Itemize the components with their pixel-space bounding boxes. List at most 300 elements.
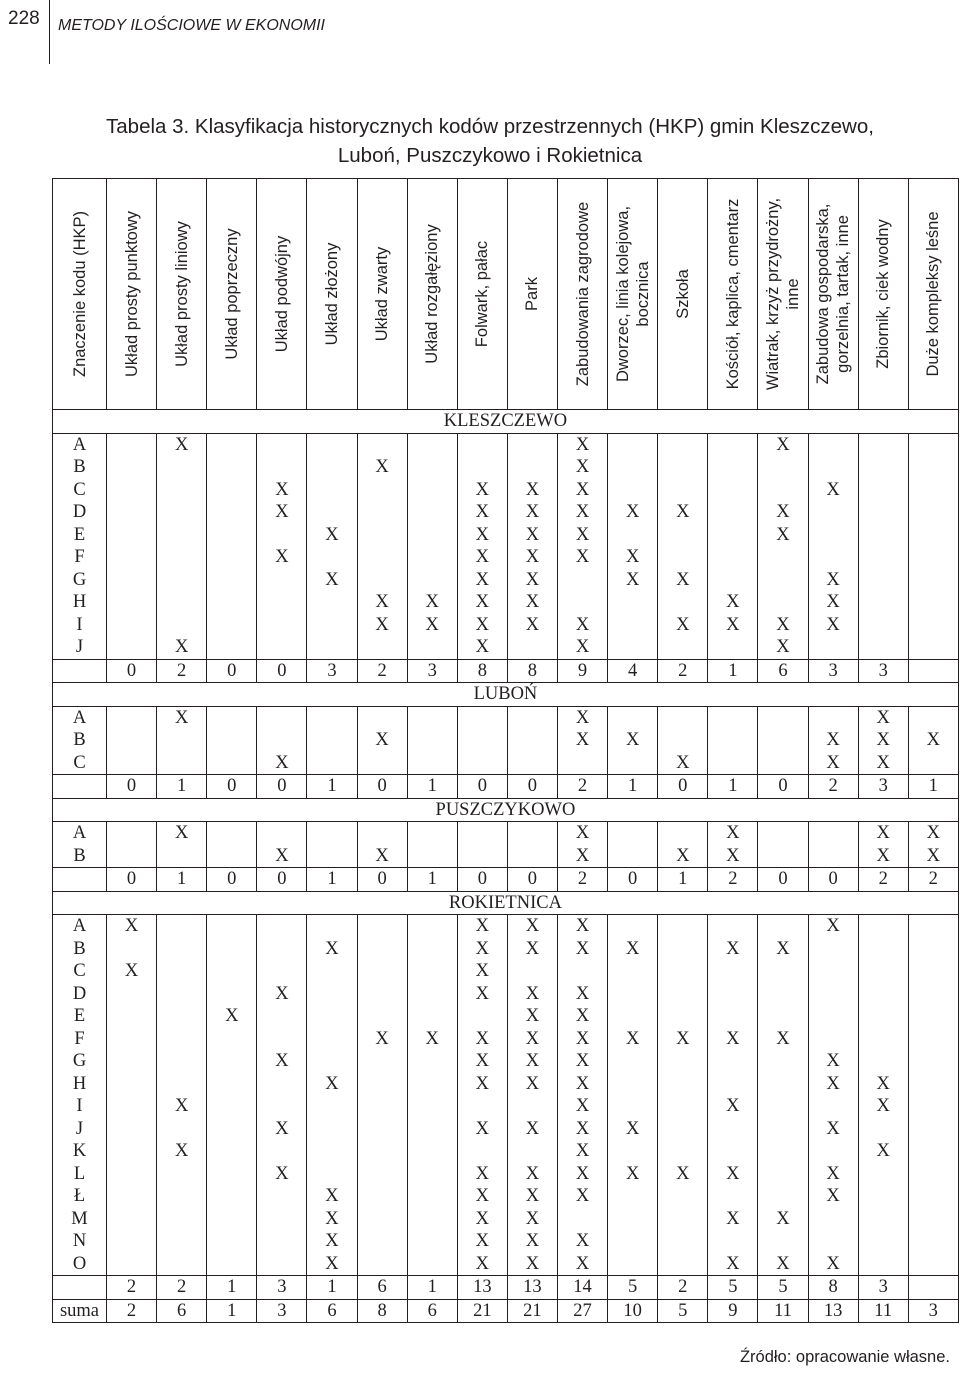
table-cell: X — [658, 569, 708, 592]
table-cell: X — [307, 569, 357, 592]
table-cell: 3 — [858, 1276, 908, 1300]
table-cell — [608, 706, 658, 729]
column-header-label: Zabudowa gospodarska, gorzelnia, tartak, inne — [814, 203, 853, 385]
table-cell: 1 — [708, 775, 758, 799]
table-cell: 5 — [708, 1276, 758, 1300]
row-code — [53, 659, 107, 683]
table-cell: X — [808, 1050, 858, 1073]
table-cell: X — [307, 1208, 357, 1231]
column-header — [257, 179, 307, 410]
table-cell: X — [608, 1118, 658, 1141]
table-cell — [157, 1185, 207, 1208]
table-row — [53, 822, 959, 845]
table-cell — [257, 1140, 307, 1163]
table-cell — [307, 479, 357, 502]
table-cell — [708, 546, 758, 569]
table-cell: X — [457, 1163, 507, 1186]
table-cell — [858, 1253, 908, 1276]
table-cell — [107, 1208, 157, 1231]
table-cell: X — [457, 960, 507, 983]
sum-cell: 27 — [557, 1299, 607, 1323]
row-code: A — [53, 706, 107, 729]
table-cell: X — [557, 1005, 607, 1028]
table-cell: X — [457, 938, 507, 961]
table-row — [53, 591, 959, 614]
table-cell — [407, 960, 457, 983]
table-cell: X — [457, 546, 507, 569]
table-cell: X — [758, 1208, 808, 1231]
table-cell — [808, 960, 858, 983]
table-cell — [658, 1140, 708, 1163]
table-cell — [407, 938, 457, 961]
table-cell — [307, 614, 357, 637]
section-title: ROKIETNICA — [53, 891, 959, 915]
table-cell — [608, 1005, 658, 1028]
table-cell: 5 — [758, 1276, 808, 1300]
table-cell — [808, 1005, 858, 1028]
table-cell — [858, 983, 908, 1006]
table-cell — [157, 1073, 207, 1096]
table-cell: X — [808, 915, 858, 938]
table-cell — [107, 1163, 157, 1186]
table-cell: X — [557, 729, 607, 752]
table-cell: X — [407, 614, 457, 637]
table-cell: X — [357, 614, 407, 637]
table-cell — [107, 1005, 157, 1028]
column-header — [307, 179, 357, 410]
column-header — [107, 179, 157, 410]
table-cell: X — [858, 1095, 908, 1118]
table-cell: 2 — [658, 1276, 708, 1300]
table-cell — [357, 1118, 407, 1141]
row-code: C — [53, 752, 107, 775]
table-cell: 3 — [858, 775, 908, 799]
table-cell — [758, 1185, 808, 1208]
table-cell — [357, 1185, 407, 1208]
sum-cell: 3 — [257, 1299, 307, 1323]
table-cell — [658, 1208, 708, 1231]
table-cell: X — [608, 1163, 658, 1186]
table-cell — [207, 591, 257, 614]
table-cell: 0 — [457, 868, 507, 892]
table-cell — [207, 938, 257, 961]
table-cell — [207, 546, 257, 569]
table-cell — [457, 1095, 507, 1118]
table-cell: X — [608, 729, 658, 752]
row-code — [53, 1276, 107, 1300]
table-cell — [708, 501, 758, 524]
table-cell: X — [457, 1208, 507, 1231]
table-cell: 2 — [858, 868, 908, 892]
table-cell — [207, 433, 257, 456]
table-cell — [708, 960, 758, 983]
table-cell — [407, 636, 457, 659]
running-head: METODY ILOŚCIOWE W EKONOMII — [58, 17, 325, 34]
column-header-label: Dworzec, linia kolejowa, bocznica — [613, 205, 652, 383]
table-cell — [157, 845, 207, 868]
table-cell — [207, 1118, 257, 1141]
table-cell: X — [407, 1028, 457, 1051]
table-cell: X — [457, 1230, 507, 1253]
table-cell: 0 — [107, 868, 157, 892]
table-cell: X — [708, 1028, 758, 1051]
table-cell — [207, 636, 257, 659]
table-cell — [758, 456, 808, 479]
table-cell — [157, 1028, 207, 1051]
table-cell — [858, 1005, 908, 1028]
table-cell — [658, 915, 708, 938]
table-cell: X — [557, 983, 607, 1006]
table-cell: 0 — [257, 868, 307, 892]
table-cell: X — [858, 706, 908, 729]
table-cell — [608, 1140, 658, 1163]
sum-cell: 10 — [608, 1299, 658, 1323]
table-cell: X — [507, 938, 557, 961]
table-row — [53, 706, 959, 729]
table-cell — [858, 1208, 908, 1231]
table-cell — [808, 1095, 858, 1118]
table-cell — [608, 752, 658, 775]
table-cell: 0 — [257, 659, 307, 683]
table-cell — [808, 636, 858, 659]
row-code: D — [53, 501, 107, 524]
table-cell — [207, 960, 257, 983]
table-cell — [357, 1208, 407, 1231]
table-cell — [307, 1005, 357, 1028]
table-cell: X — [457, 1028, 507, 1051]
table-cell — [257, 960, 307, 983]
table-cell — [207, 569, 257, 592]
table-cell: X — [557, 1253, 607, 1276]
table-cell — [758, 1230, 808, 1253]
table-cell: X — [257, 752, 307, 775]
table-cell: 0 — [758, 868, 808, 892]
table-cell: 2 — [157, 659, 207, 683]
row-code: C — [53, 960, 107, 983]
table-cell: X — [457, 479, 507, 502]
table-cell — [407, 479, 457, 502]
row-code: H — [53, 591, 107, 614]
table-cell: 0 — [207, 659, 257, 683]
table-cell — [608, 845, 658, 868]
table-cell — [758, 546, 808, 569]
table-cell — [507, 822, 557, 845]
table-cell — [608, 1253, 658, 1276]
table-cell — [207, 1230, 257, 1253]
column-header-label: Układ rozgałęziony — [423, 224, 442, 364]
table-cell — [107, 983, 157, 1006]
table-cell: X — [758, 938, 808, 961]
table-cell — [808, 433, 858, 456]
table-cell — [257, 1185, 307, 1208]
table-cell — [708, 729, 758, 752]
table-cell — [107, 479, 157, 502]
table-cell: X — [557, 938, 607, 961]
table-cell: 4 — [608, 659, 658, 683]
table-cell: X — [808, 1073, 858, 1096]
table-cell — [107, 1095, 157, 1118]
table-cell — [157, 456, 207, 479]
table-cell — [407, 706, 457, 729]
table-cell — [908, 1163, 958, 1186]
table-cell — [257, 569, 307, 592]
table-cell — [207, 729, 257, 752]
table-cell — [708, 1073, 758, 1096]
table-row — [53, 938, 959, 961]
row-code: O — [53, 1253, 107, 1276]
table-cell — [107, 752, 157, 775]
table-cell — [608, 1095, 658, 1118]
table-cell: X — [507, 501, 557, 524]
table-cell: X — [307, 1185, 357, 1208]
table-cell: X — [457, 501, 507, 524]
table-cell — [407, 501, 457, 524]
table-cell — [207, 1073, 257, 1096]
sum-cell: 11 — [758, 1299, 808, 1323]
table-cell — [808, 983, 858, 1006]
table-cell — [557, 1208, 607, 1231]
table-cell: X — [157, 433, 207, 456]
table-cell — [357, 546, 407, 569]
table-caption — [60, 112, 920, 170]
sum-cell: 5 — [658, 1299, 708, 1323]
column-header — [858, 179, 908, 410]
table-cell: 14 — [557, 1276, 607, 1300]
table-cell — [708, 1005, 758, 1028]
table-cell — [107, 501, 157, 524]
table-cell — [908, 1005, 958, 1028]
table-cell — [608, 1050, 658, 1073]
table-cell — [858, 546, 908, 569]
table-cell — [658, 433, 708, 456]
table-cell: X — [658, 1163, 708, 1186]
table-cell: X — [157, 706, 207, 729]
row-code: F — [53, 1028, 107, 1051]
table-cell — [507, 845, 557, 868]
table-cell: X — [557, 822, 607, 845]
column-header-label: Układ prosty punktowy — [122, 211, 141, 377]
table-cell — [207, 479, 257, 502]
table-cell — [357, 524, 407, 547]
column-header — [808, 179, 858, 410]
section-header-row — [53, 891, 959, 915]
table-cell — [157, 1050, 207, 1073]
table-cell — [157, 960, 207, 983]
table-cell: X — [557, 614, 607, 637]
page-number: 228 — [8, 8, 40, 29]
table-cell: X — [557, 1163, 607, 1186]
table-cell: X — [457, 569, 507, 592]
column-header-label: Szkoła — [673, 269, 692, 319]
table-cell: 9 — [557, 659, 607, 683]
table-cell — [357, 983, 407, 1006]
table-cell — [758, 983, 808, 1006]
table-cell — [207, 1185, 257, 1208]
table-cell — [257, 938, 307, 961]
table-row — [53, 501, 959, 524]
table-cell: X — [808, 1118, 858, 1141]
table-cell — [107, 591, 157, 614]
table-cell — [608, 1185, 658, 1208]
table-cell: X — [107, 960, 157, 983]
table-cell: X — [808, 591, 858, 614]
table-cell — [908, 501, 958, 524]
table-cell — [658, 479, 708, 502]
table-cell — [858, 433, 908, 456]
table-cell — [658, 636, 708, 659]
table-cell: X — [257, 479, 307, 502]
column-header-label: Park — [523, 277, 542, 311]
table-row — [53, 1140, 959, 1163]
section-total-row — [53, 775, 959, 799]
table-cell — [407, 729, 457, 752]
table-cell — [257, 524, 307, 547]
table-cell — [608, 524, 658, 547]
table-row — [53, 524, 959, 547]
table-row — [53, 1253, 959, 1276]
table-cell — [407, 456, 457, 479]
table-cell: X — [808, 614, 858, 637]
table-cell — [107, 1073, 157, 1096]
table-cell — [307, 845, 357, 868]
table-cell — [457, 1005, 507, 1028]
table-cell — [307, 729, 357, 752]
table-cell: X — [557, 706, 607, 729]
table-cell — [207, 1095, 257, 1118]
table-cell — [357, 938, 407, 961]
section-title: KLESZCZEWO — [53, 410, 959, 434]
table-cell — [808, 1230, 858, 1253]
table-cell: X — [457, 915, 507, 938]
column-header — [708, 179, 758, 410]
table-cell — [658, 938, 708, 961]
table-cell — [457, 706, 507, 729]
table-cell — [107, 1230, 157, 1253]
column-header-label: Układ zwarty — [373, 246, 392, 342]
row-code: M — [53, 1208, 107, 1231]
column-header — [557, 179, 607, 410]
sum-cell: 13 — [808, 1299, 858, 1323]
table-cell — [307, 983, 357, 1006]
table-cell — [858, 1163, 908, 1186]
table-cell: X — [557, 1050, 607, 1073]
table-cell: X — [557, 1095, 607, 1118]
table-cell — [157, 1230, 207, 1253]
table-cell — [307, 1140, 357, 1163]
table-cell: X — [708, 938, 758, 961]
table-cell: X — [758, 1253, 808, 1276]
table-row — [53, 1050, 959, 1073]
table-cell — [658, 1253, 708, 1276]
table-cell: 1 — [658, 868, 708, 892]
table-cell — [858, 569, 908, 592]
table-cell: X — [257, 1050, 307, 1073]
table-cell — [858, 938, 908, 961]
table-cell — [257, 591, 307, 614]
table-cell: X — [658, 1028, 708, 1051]
table-cell — [608, 822, 658, 845]
table-cell — [257, 706, 307, 729]
table-cell: X — [157, 636, 207, 659]
table-cell — [157, 938, 207, 961]
table-cell — [858, 1185, 908, 1208]
table-cell: X — [557, 546, 607, 569]
table-cell — [708, 1118, 758, 1141]
column-header-label: Układ poprzeczny — [222, 228, 241, 360]
table-cell — [608, 614, 658, 637]
table-cell: X — [557, 433, 607, 456]
table-cell: 0 — [257, 775, 307, 799]
table-cell — [908, 1140, 958, 1163]
table-cell: X — [507, 1253, 557, 1276]
row-code: E — [53, 1005, 107, 1028]
table-cell: 0 — [658, 775, 708, 799]
table-cell: X — [808, 1253, 858, 1276]
table-cell — [407, 752, 457, 775]
table-cell — [307, 1095, 357, 1118]
table-cell: X — [457, 1050, 507, 1073]
table-cell — [708, 433, 758, 456]
table-cell — [808, 501, 858, 524]
table-cell — [908, 636, 958, 659]
table-cell — [107, 546, 157, 569]
table-cell — [107, 1028, 157, 1051]
table-cell — [107, 636, 157, 659]
table-cell: 1 — [157, 868, 207, 892]
row-code: C — [53, 479, 107, 502]
table-cell: X — [257, 501, 307, 524]
table-cell — [107, 1253, 157, 1276]
table-cell — [157, 752, 207, 775]
table-cell: X — [157, 822, 207, 845]
table-cell — [207, 1253, 257, 1276]
table-cell — [908, 546, 958, 569]
table-cell — [507, 636, 557, 659]
table-cell: X — [107, 915, 157, 938]
table-cell — [608, 1208, 658, 1231]
table-cell: X — [507, 591, 557, 614]
table-cell — [708, 479, 758, 502]
table-cell: X — [858, 752, 908, 775]
row-code: A — [53, 433, 107, 456]
section-total-row — [53, 659, 959, 683]
row-code: A — [53, 822, 107, 845]
sum-cell: 8 — [357, 1299, 407, 1323]
row-code: G — [53, 1050, 107, 1073]
table-cell — [257, 1230, 307, 1253]
table-cell: X — [708, 1095, 758, 1118]
column-header-label: Kościół, kaplica, cmentarz — [723, 198, 742, 390]
table-cell — [357, 1230, 407, 1253]
table-cell — [407, 822, 457, 845]
table-row — [53, 915, 959, 938]
table-cell — [157, 479, 207, 502]
table-cell — [107, 1185, 157, 1208]
table-cell — [157, 569, 207, 592]
table-row — [53, 614, 959, 637]
sum-label: suma — [53, 1299, 107, 1323]
table-cell: X — [507, 1118, 557, 1141]
table-cell: X — [808, 752, 858, 775]
table-cell — [908, 960, 958, 983]
table-cell: X — [507, 1028, 557, 1051]
table-cell — [157, 983, 207, 1006]
table-cell: X — [708, 614, 758, 637]
table-cell: X — [808, 729, 858, 752]
table-cell — [207, 752, 257, 775]
table-cell — [908, 915, 958, 938]
table-cell — [758, 1118, 808, 1141]
